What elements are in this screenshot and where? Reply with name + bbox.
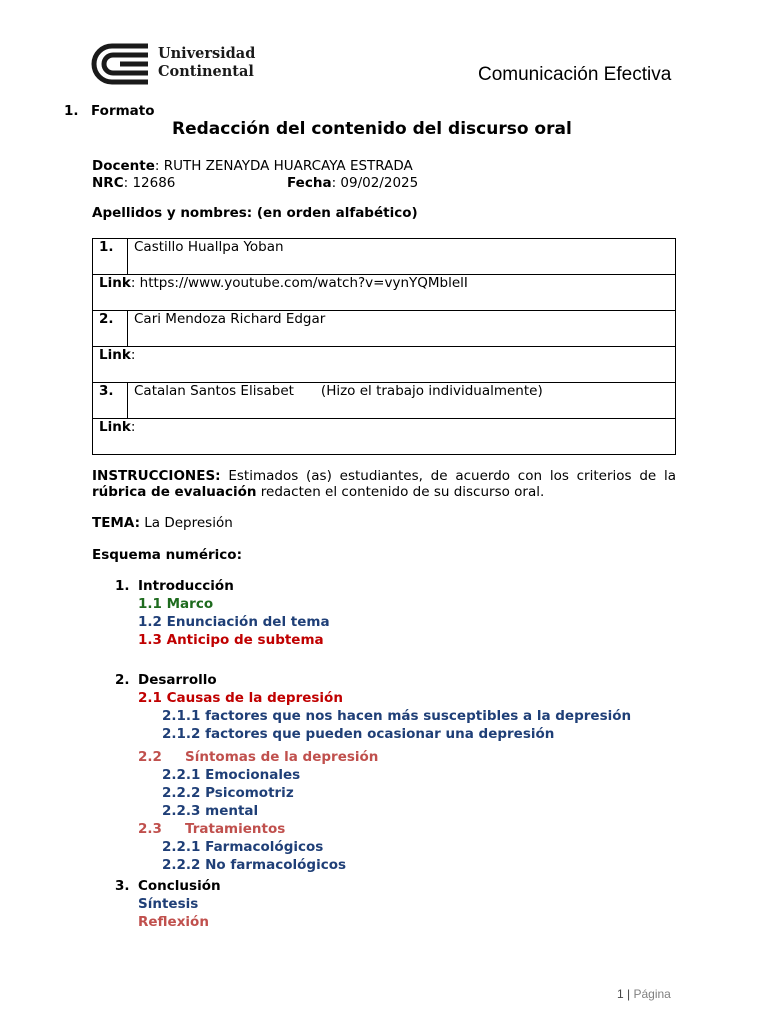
outline-item: Síntesis — [138, 896, 199, 912]
docente-value: : RUTH ZENAYDA HUARCAYA ESTRADA — [154, 158, 413, 174]
student-link-cell — [93, 275, 676, 311]
student-link-row — [93, 419, 676, 455]
link-value: : — [130, 419, 136, 435]
outline-number: 3. — [115, 878, 130, 894]
student-row — [93, 239, 676, 275]
outline-number: 1. — [115, 578, 130, 594]
section-number: 1. — [64, 103, 79, 119]
outline-item — [138, 749, 378, 765]
outline-label: Introducción — [138, 578, 234, 594]
outline-section-1 — [115, 578, 234, 594]
esquema-label: Esquema numérico: — [92, 547, 242, 563]
instructions-rubrica: rúbrica de evaluación — [92, 484, 257, 500]
nrc-value: : 12686 — [123, 175, 176, 191]
tema-label: TEMA: — [92, 515, 140, 531]
link-label: Link — [99, 419, 131, 435]
student-link-cell — [93, 347, 676, 383]
student-number: 1. — [93, 239, 128, 275]
student-note: (Hizo el trabajo individualmente) — [320, 383, 543, 399]
link-value[interactable]: : https://www.youtube.com/watch?v=vynYQMblelI — [130, 275, 468, 291]
outline-label: Tratamientos — [185, 821, 286, 837]
nrc-line — [92, 175, 175, 191]
outline-subitem: 2.2.2 Psicomotriz — [162, 785, 294, 801]
outline-subitem: 2.1.1 factores que nos hacen más susceptibles a la depresión — [162, 708, 632, 724]
student-name: Cari Mendoza Richard Edgar — [128, 311, 676, 347]
page-label: Página — [633, 987, 671, 1001]
outline-item — [138, 821, 285, 837]
section-label: Formato — [91, 103, 155, 119]
logo-line-1: Universidad — [158, 45, 256, 62]
outline-subitem: 2.2.2 No farmacológicos — [162, 857, 347, 873]
students-table — [92, 238, 676, 455]
outline-subitem: 2.1.2 factores que pueden ocasionar una depresión — [162, 726, 555, 742]
fecha-line — [287, 175, 418, 191]
instructions-text-2: redacten el contenido de su discurso oral. — [256, 484, 545, 500]
student-link-cell — [93, 419, 676, 455]
university-logo-icon — [90, 42, 152, 86]
student-name: Catalan Santos Elisabet — [134, 383, 294, 399]
outline-subitem: 2.2.1 Emocionales — [162, 767, 301, 783]
tema-line — [92, 515, 233, 531]
student-name-cell — [128, 383, 676, 419]
course-title: Comunicación Efectiva — [478, 64, 672, 85]
outline-number: 2. — [115, 672, 130, 688]
outline-section-2 — [115, 672, 217, 688]
student-link-row — [93, 347, 676, 383]
section-heading — [64, 103, 155, 119]
outline-item: 1.3 Anticipo de subtema — [138, 632, 324, 648]
document-title: Redacción del contenido del discurso oral — [172, 119, 572, 139]
tema-value: La Depresión — [139, 515, 233, 531]
student-link-row — [93, 275, 676, 311]
page-number: 1 — [617, 987, 624, 1001]
outline-label: Desarrollo — [138, 672, 217, 688]
student-number: 2. — [93, 311, 128, 347]
footer-separator: | — [623, 987, 634, 1001]
outline-subitem: 2.2.1 Farmacológicos — [162, 839, 324, 855]
outline-item: Reflexión — [138, 914, 209, 930]
instructions-text-1: Estimados (as) estudiantes, de acuerdo con los criterios de la — [220, 468, 676, 484]
link-label: Link — [99, 275, 131, 291]
student-number: 3. — [93, 383, 128, 419]
student-row — [93, 311, 676, 347]
student-row — [93, 383, 676, 419]
fecha-value: : 09/02/2025 — [331, 175, 419, 191]
outline-item: 1.2 Enunciación del tema — [138, 614, 330, 630]
outline-subitem: 2.2.3 mental — [162, 803, 259, 819]
instructions-label: INSTRUCCIONES: — [92, 468, 221, 484]
outline-item: 1.1 Marco — [138, 596, 214, 612]
instructions-paragraph — [92, 468, 676, 500]
docente-label: Docente — [92, 158, 155, 174]
outline-number: 2.2 — [138, 749, 162, 765]
docente-line — [92, 158, 413, 174]
outline-label: Conclusión — [138, 878, 221, 894]
outline-number: 2.3 — [138, 821, 162, 837]
outline-label: Síntomas de la depresión — [185, 749, 379, 765]
student-name: Castillo Huallpa Yoban — [128, 239, 676, 275]
apellidos-label: Apellidos y nombres: (en orden alfabético) — [92, 205, 418, 221]
nrc-label: NRC — [92, 175, 124, 191]
link-label: Link — [99, 347, 131, 363]
outline-item: 2.1 Causas de la depresión — [138, 690, 343, 706]
outline-section-3 — [115, 878, 221, 894]
university-logo — [90, 42, 260, 86]
logo-line-2: Continental — [158, 63, 254, 80]
page-footer — [617, 987, 671, 1001]
fecha-label: Fecha — [287, 175, 332, 191]
link-value: : — [130, 347, 136, 363]
